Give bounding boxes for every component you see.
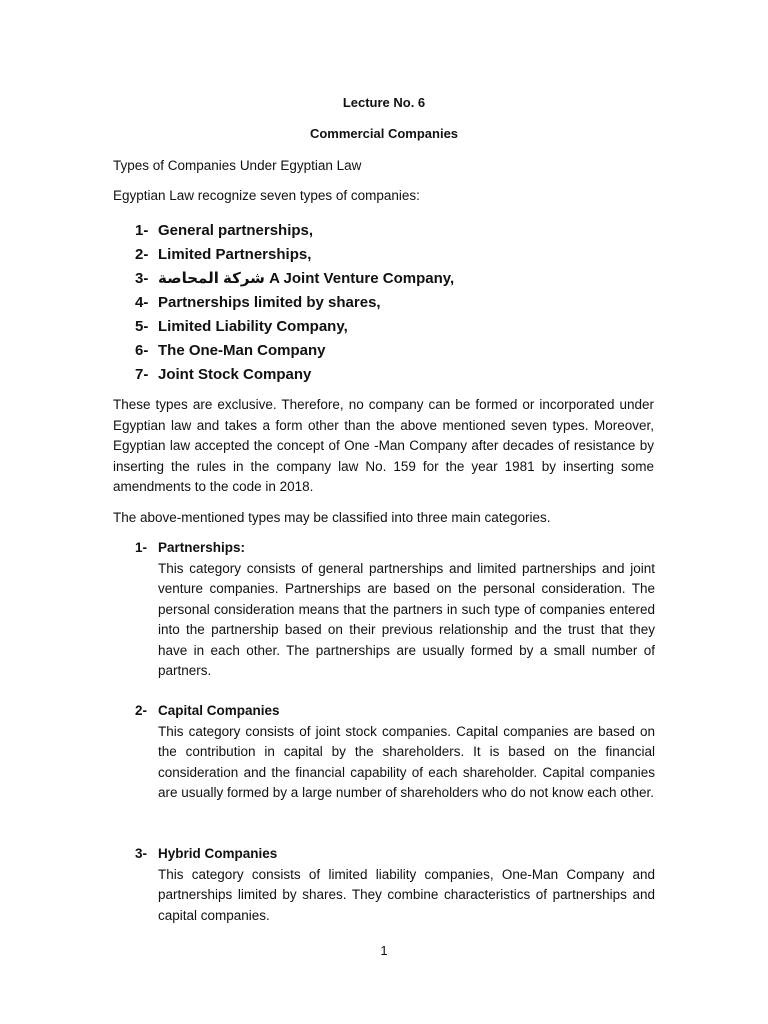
page-number: 1 [380,943,388,958]
list-item: 2- Limited Partnerships, [135,246,312,263]
section-subtitle: Types of Companies Under Egyptian Law [113,158,362,173]
list-item: 4- Partnerships limited by shares, [135,294,381,311]
list-item: 7- Joint Stock Company [135,366,312,383]
lead-sentence: Egyptian Law recognize seven types of companies: [113,188,420,203]
list-item: 3- شركة المحاصة A Joint Venture Company, [135,270,455,287]
category-heading: 1- Partnerships: [135,540,246,555]
lecture-number: Lecture No. 6 [342,95,426,110]
exclusive-paragraph: These types are exclusive. Therefore, no company can be formed or incorporated under Egyptian law and takes a form other than the above mentioned seven types. Moreover, Egyptian law accepted the concept of One -Man Company after decades of resistance by inserting the rules in the company law No. 159 for the year 1981 by inserting some amendments to the code in 2018. [113,397,654,494]
category-heading: 2- Capital Companies [135,703,280,718]
company-types-list [135,219,454,387]
list-item: 1- General partnerships, [135,222,314,239]
classified-paragraph: The above-mentioned types may be classified into three main categories. [113,510,551,525]
list-item: 6- The One-Man Company [135,342,326,359]
category-body: This category consists of general partnerships and limited partnerships and joint venture companies. Partnerships are based on the personal consideration. The personal consideration means that the partners in such type of companies entered into the partnership based on their previous relationship and the trust that they have in each other. The partnerships are usually formed by a small number of partners. [158,560,655,678]
category-body: This category consists of limited liability companies, One-Man Company and partnerships limited by shares. They combine characteristics of partnerships and capital companies. [158,866,655,923]
category-hybrid-companies [135,844,655,926]
category-body: This category consists of joint stock companies. Capital companies are based on the contribution in capital by the shareholders. It is based on the financial consideration and the financial capability of each shareholder. Capital companies are usually formed by a large number of shareholders who do not know each other. [158,723,655,800]
category-heading: 3- Hybrid Companies [135,846,278,861]
list-item: 5- Limited Liability Company, [135,318,348,335]
category-partnerships [135,538,655,682]
document-title: Commercial Companies [309,126,459,141]
category-capital-companies [135,701,655,804]
